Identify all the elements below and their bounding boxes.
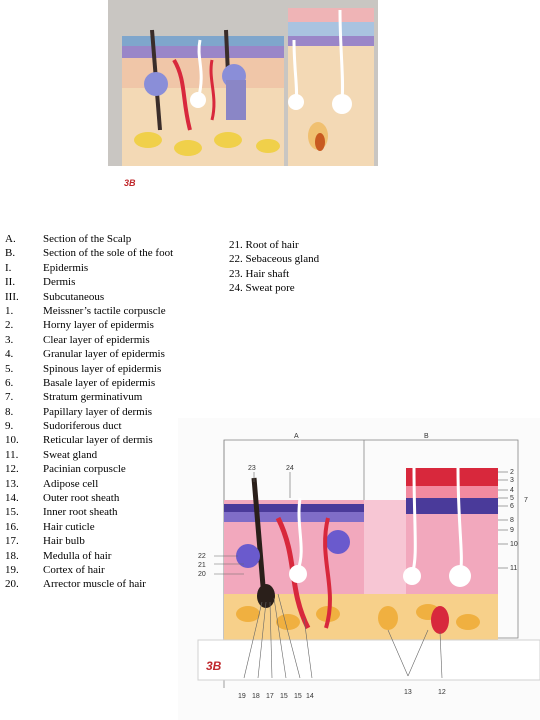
legend-label: Epidermis	[43, 261, 89, 274]
legend-label: Section of the sole of the foot	[43, 247, 174, 260]
legend-label: Hair bulb	[43, 535, 85, 548]
legend-key: A.	[5, 233, 16, 245]
legend-label: Arrector muscle of hair	[43, 578, 146, 591]
legend-item	[5, 405, 220, 419]
legend-item	[5, 362, 220, 376]
diagram-label: 19	[238, 693, 246, 700]
legend-key: 12.	[5, 463, 19, 476]
legend-item: 23. Hair shaft	[229, 267, 290, 280]
legend-label: Dermis	[43, 276, 76, 289]
legend-item	[5, 347, 220, 361]
legend-item	[5, 304, 220, 318]
legend-key: 16.	[5, 520, 19, 533]
legend-key: 20.	[5, 578, 19, 591]
legend-key: 15.	[5, 506, 19, 519]
legend-label: Medulla of hair	[43, 549, 112, 562]
diagram-label: 18	[252, 693, 260, 700]
legend-label: Spinous layer of epidermis	[43, 362, 162, 375]
legend-label: Sudoriferous duct	[43, 420, 122, 433]
legend-item	[5, 333, 220, 347]
skin-model-photo	[108, 0, 378, 192]
legend-label: Meissner’s tactile corpuscle	[43, 304, 166, 317]
diagram-label: 24	[286, 465, 294, 472]
diagram-label: 8	[510, 517, 514, 524]
legend-label: Adipose cell	[43, 477, 99, 490]
skin-model-photo-art	[108, 0, 378, 192]
legend-label: Granular layer of epidermis	[43, 348, 165, 361]
legend-item	[5, 232, 220, 246]
diagram-label: 22	[198, 553, 206, 560]
legend-key: 4.	[5, 348, 14, 361]
legend-item	[5, 318, 220, 332]
legend-key: 1.	[5, 304, 14, 317]
diagram-label: 4	[510, 487, 514, 494]
diagram-label: 13	[404, 689, 412, 696]
legend-list-continued	[229, 238, 319, 296]
legend-label: Horny layer of epidermis	[43, 319, 154, 332]
legend-key: 18.	[5, 549, 19, 562]
legend-key: III.	[5, 290, 19, 303]
diagram-label: 15	[280, 693, 288, 700]
legend-key: 7.	[5, 391, 14, 404]
legend-label: Cortex of hair	[43, 563, 105, 576]
legend-key: B.	[5, 247, 16, 260]
diagram-label: 2	[510, 469, 514, 476]
legend-key: 8.	[5, 405, 14, 418]
legend-key: 6.	[5, 376, 14, 389]
legend-label: Pacinian corpuscle	[43, 463, 126, 476]
legend-key: 14.	[5, 492, 19, 505]
legend-key: 2.	[5, 319, 14, 332]
legend-item	[5, 290, 220, 304]
diagram-label: 23	[248, 465, 256, 472]
3b-scientific-logo: 3B	[206, 659, 222, 673]
legend-label: Reticular layer of dermis	[43, 434, 153, 447]
legend-label: Inner root sheath	[43, 506, 118, 519]
legend-label: Papillary layer of dermis	[43, 405, 153, 418]
legend-label: Section of the Scalp	[43, 233, 132, 245]
legend-item	[5, 275, 220, 289]
legend-key: 9.	[5, 420, 14, 433]
diagram-label: 14	[306, 693, 314, 700]
diagram-label: 12	[438, 689, 446, 696]
legend-key: 3.	[5, 333, 14, 346]
legend-label: Stratum germinativum	[43, 391, 143, 404]
legend-label: Clear layer of epidermis	[43, 333, 150, 346]
svg-text:3B: 3B	[124, 178, 136, 188]
diagram-label: 7	[524, 497, 528, 504]
diagram-label: 3	[510, 477, 514, 484]
diagram-label-section-a: A	[294, 433, 299, 440]
diagram-label: 10	[510, 541, 518, 548]
legend-label: Subcutaneous	[43, 290, 105, 303]
legend-key: 5.	[5, 362, 14, 375]
legend-label: Hair cuticle	[43, 520, 95, 533]
legend-key: 17.	[5, 535, 19, 548]
skin-diagram	[178, 418, 540, 720]
diagram-label: 11	[510, 565, 518, 572]
legend-item	[5, 390, 220, 404]
legend-key: II.	[5, 276, 16, 289]
diagram-label: 9	[510, 527, 514, 534]
diagram-label: 21	[198, 562, 206, 569]
legend-item: 21. Root of hair	[229, 239, 299, 251]
legend-item	[5, 246, 220, 260]
legend-key: 10.	[5, 434, 19, 447]
diagram-label: 15	[294, 693, 302, 700]
diagram-label: 5	[510, 495, 514, 502]
legend-label: Sweat gland	[43, 448, 98, 461]
legend-label: Basale layer of epidermis	[43, 376, 156, 389]
diagram-label-section-b: B	[424, 433, 429, 440]
legend-key: 19.	[5, 563, 19, 576]
legend-item: 24. Sweat pore	[229, 282, 295, 295]
legend-key: 11.	[5, 448, 19, 461]
legend-key: 13.	[5, 477, 19, 490]
legend-label: Outer root sheath	[43, 492, 120, 505]
diagram-label: 17	[266, 693, 274, 700]
legend-item: 22. Sebaceous gland	[229, 253, 320, 266]
diagram-label: 6	[510, 503, 514, 510]
skin-diagram-art	[178, 418, 540, 720]
legend-item	[5, 261, 220, 275]
legend-item	[5, 376, 220, 390]
diagram-label: 20	[198, 571, 206, 578]
legend-key: I.	[5, 261, 12, 274]
